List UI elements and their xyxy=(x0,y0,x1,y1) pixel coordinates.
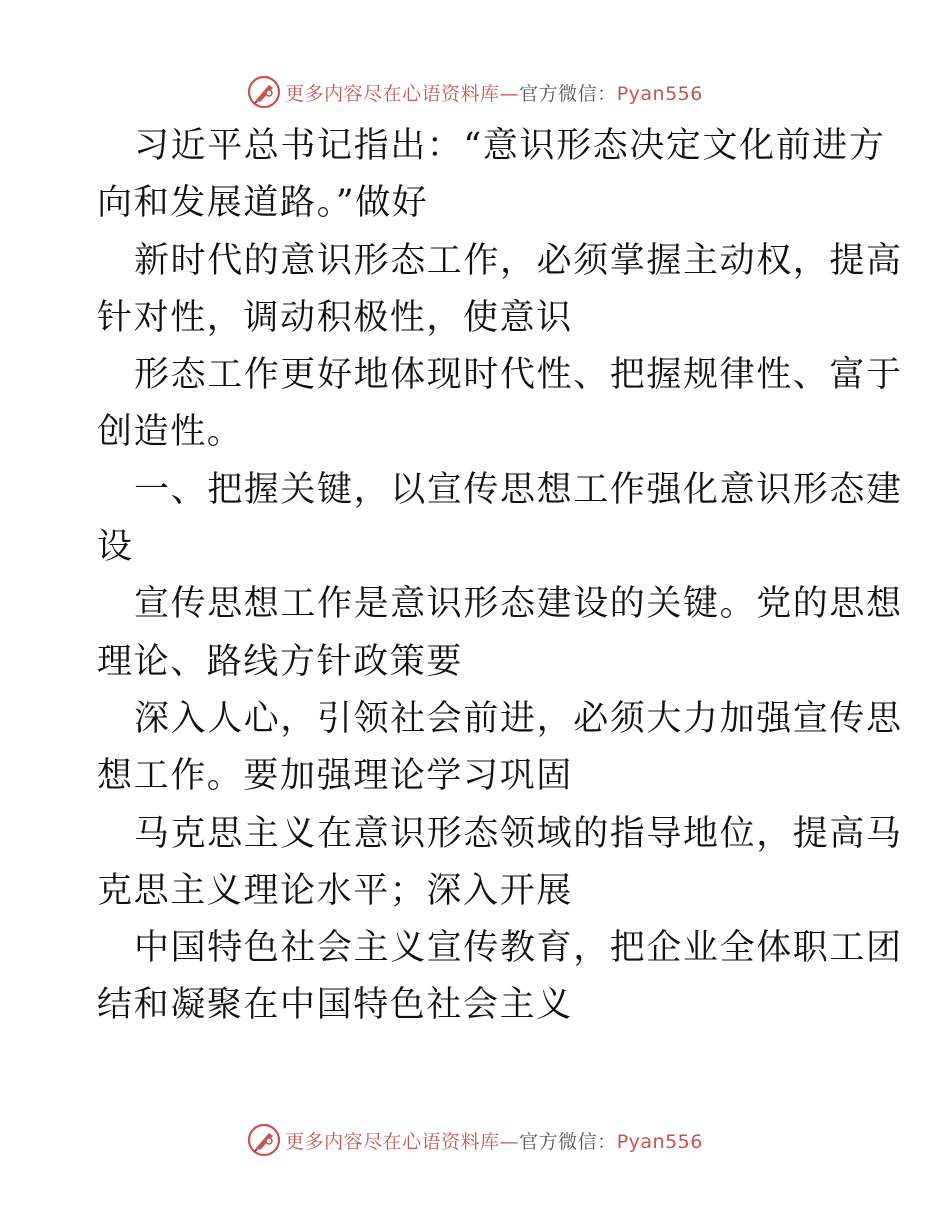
document-body xyxy=(97,118,903,1035)
paragraph-continuation-line: 克思主义理论水平；深入开展 xyxy=(97,870,573,911)
paragraph xyxy=(97,920,903,1035)
paragraph-continuation-line: 向和发展道路。”做好 xyxy=(97,183,429,224)
paragraph-continuation-line: 针对性，调动积极性，使意识 xyxy=(97,297,573,338)
watermark-official-text: 官方微信： xyxy=(519,1130,617,1153)
footer-watermark xyxy=(0,1120,950,1160)
paragraph-first-line: 宣传思想工作是意识形态建设的关键。党的思想 xyxy=(134,584,903,625)
paragraph-first-line: 深入人心，引领社会前进，必须大力加强宣传思 xyxy=(134,698,903,739)
watermark-text xyxy=(285,79,703,106)
paragraph xyxy=(97,576,903,691)
paragraph-first-line: 形态工作更好地体现时代性、把握规律性、富于 xyxy=(134,355,903,396)
paragraph-continuation-line: 创造性。 xyxy=(97,412,244,453)
watermark-text xyxy=(285,1127,703,1154)
paragraph xyxy=(97,806,903,921)
watermark-library-text: 更多内容尽在心语资料库— xyxy=(285,1130,520,1153)
paragraph-first-line: 马克思主义在意识形态领域的指导地位，提高马 xyxy=(134,813,903,854)
paragraph xyxy=(97,118,886,233)
paragraph-first-line: 习近平总书记指出：“意识形态决定文化前进方 xyxy=(134,126,886,166)
pen-logo-icon xyxy=(247,1123,281,1157)
pen-logo-icon xyxy=(247,75,281,109)
watermark-wechat-id: Pyan556 xyxy=(616,1130,703,1153)
watermark-official-text: 官方微信： xyxy=(519,82,617,105)
paragraph xyxy=(97,347,903,462)
header-watermark xyxy=(0,72,950,112)
paragraph-continuation-line: 想工作。要加强理论学习巩固 xyxy=(97,756,573,797)
paragraph xyxy=(97,233,903,348)
paragraph-first-line: 中国特色社会主义宣传教育，把企业全体职工团 xyxy=(134,928,903,969)
paragraph-first-line: 新时代的意识形态工作，必须掌握主动权，提高 xyxy=(134,240,903,281)
paragraph-continuation-line: 结和凝聚在中国特色社会主义 xyxy=(97,985,573,1026)
heading-continuation-line: 设 xyxy=(97,527,134,568)
watermark-wechat-id: Pyan556 xyxy=(616,82,703,105)
paragraph-continuation-line: 理论、路线方针政策要 xyxy=(97,641,464,682)
paragraph xyxy=(97,691,903,806)
heading-first-line: 一、把握关键，以宣传思想工作强化意识形态建 xyxy=(134,469,903,510)
section-heading xyxy=(97,462,903,577)
watermark-library-text: 更多内容尽在心语资料库— xyxy=(285,82,520,105)
